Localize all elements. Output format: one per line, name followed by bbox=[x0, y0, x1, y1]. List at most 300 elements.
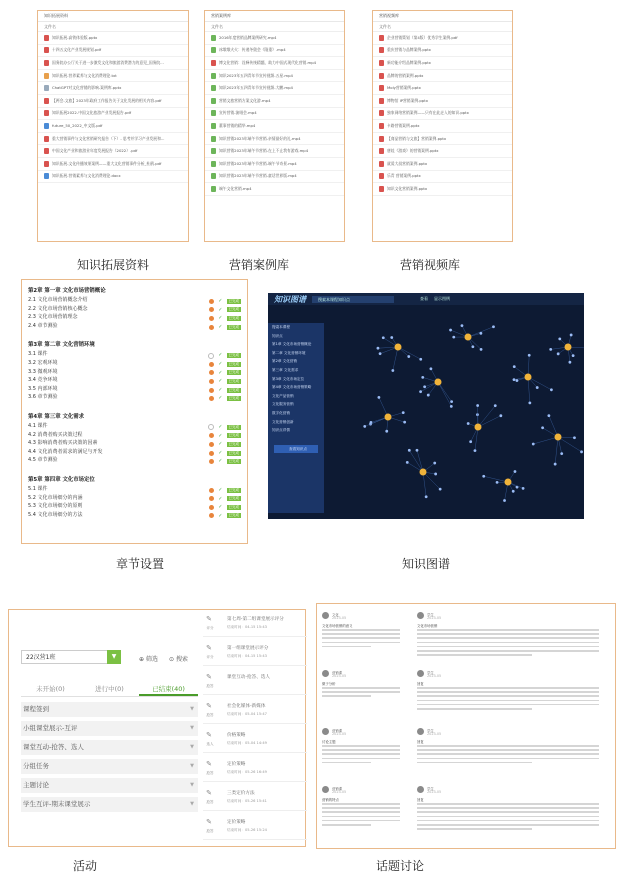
chevron-down-icon[interactable]: ▼ bbox=[107, 650, 121, 664]
graph-node[interactable] bbox=[370, 421, 373, 424]
graph-node[interactable] bbox=[427, 394, 430, 397]
file-row[interactable] bbox=[38, 82, 188, 95]
graph-node[interactable] bbox=[402, 411, 405, 414]
avatar bbox=[417, 786, 424, 793]
file-row[interactable] bbox=[373, 57, 512, 70]
chevron-down-icon[interactable]: ▼ bbox=[190, 744, 194, 750]
chevron-down-icon[interactable]: ▼ bbox=[190, 782, 194, 788]
pdf-file-icon bbox=[379, 123, 384, 129]
graph-edge bbox=[533, 437, 558, 444]
file-row[interactable] bbox=[38, 32, 188, 45]
graph-node[interactable] bbox=[474, 449, 477, 452]
graph-node[interactable] bbox=[433, 462, 436, 465]
graph-edge bbox=[478, 406, 495, 427]
mp4-file-icon bbox=[211, 161, 216, 167]
post-author: 学生 bbox=[427, 671, 434, 675]
file-name[interactable]: 重庆营销与品牌案例.pptx bbox=[387, 47, 431, 53]
map-sidebar-item[interactable]: 文化服务营销 bbox=[272, 402, 294, 407]
status-dot-icon bbox=[209, 362, 214, 367]
map-view-button[interactable]: 查看 bbox=[420, 296, 428, 301]
chapter-item-status bbox=[209, 323, 241, 332]
file-row[interactable] bbox=[373, 158, 512, 171]
graph-node[interactable] bbox=[514, 470, 517, 473]
file-name[interactable]: 2016年度营销品牌案例研究.mp4 bbox=[219, 34, 277, 40]
knowledge-graph[interactable] bbox=[328, 307, 584, 519]
graph-hub-node[interactable] bbox=[435, 379, 442, 386]
graph-node[interactable] bbox=[554, 463, 557, 466]
graph-node[interactable] bbox=[496, 481, 499, 484]
file-name[interactable]: 企业营销策划（第4版）优秀学生案例.pdf bbox=[387, 34, 458, 40]
graph-node[interactable] bbox=[419, 358, 422, 361]
graph-node[interactable] bbox=[419, 390, 422, 393]
graph-node[interactable] bbox=[425, 495, 428, 498]
mp4-file-icon bbox=[211, 136, 216, 142]
chapter-item[interactable] bbox=[28, 313, 241, 322]
file-name[interactable]: 端午文化营销.mp4 bbox=[219, 185, 252, 191]
post-body bbox=[417, 803, 609, 832]
chapter-item[interactable] bbox=[28, 494, 241, 503]
graph-node[interactable] bbox=[532, 443, 535, 446]
graph-node[interactable] bbox=[377, 396, 380, 399]
graph-node[interactable] bbox=[492, 325, 495, 328]
graph-hub-node[interactable] bbox=[395, 344, 402, 351]
chapter-item[interactable] bbox=[28, 456, 241, 465]
completed-badge: 已完成 bbox=[228, 433, 239, 438]
map-sidebar-item[interactable]: 第3章 文化市场定位 bbox=[272, 376, 305, 381]
graph-node[interactable] bbox=[494, 404, 497, 407]
class-select[interactable] bbox=[21, 650, 121, 664]
file-name[interactable]: 卡路营销案例.pptx bbox=[387, 122, 420, 128]
post-time: 2023-05 bbox=[427, 674, 442, 678]
graph-node[interactable] bbox=[570, 334, 573, 337]
graph-hub-node[interactable] bbox=[465, 334, 472, 341]
chapter-item[interactable] bbox=[28, 511, 241, 520]
graph-node[interactable] bbox=[513, 365, 516, 368]
activity-time: 结束时间：05-04 15:47 bbox=[227, 712, 267, 716]
graph-node[interactable] bbox=[450, 400, 453, 403]
panel-title: 营销案例库 bbox=[205, 11, 344, 22]
chapter-item-status bbox=[209, 512, 241, 521]
chapter-item[interactable] bbox=[28, 322, 241, 331]
graph-node[interactable] bbox=[573, 436, 576, 439]
map-logo: 知识图谱 bbox=[274, 294, 306, 304]
file-name[interactable]: 宣传营销-演唱会.mp4 bbox=[219, 110, 257, 116]
graph-edge bbox=[423, 472, 440, 489]
file-row[interactable] bbox=[373, 108, 512, 121]
file-row[interactable] bbox=[205, 82, 344, 95]
activity-category[interactable] bbox=[21, 778, 198, 793]
graph-node[interactable] bbox=[480, 348, 483, 351]
file-row[interactable] bbox=[373, 70, 512, 83]
file-name[interactable]: 【两会-文旅】2023年政府工作报告关于文化发展的相关内容.pdf bbox=[52, 97, 162, 103]
file-row[interactable] bbox=[38, 95, 188, 108]
graph-node[interactable] bbox=[550, 388, 553, 391]
graph-node[interactable] bbox=[363, 425, 366, 428]
graph-node[interactable] bbox=[528, 401, 531, 404]
graph-node[interactable] bbox=[572, 354, 575, 357]
map-search-input[interactable]: 搜索本课程知识点 bbox=[312, 296, 394, 303]
chevron-down-icon[interactable]: ▼ bbox=[190, 763, 194, 769]
search-label: 搜索 bbox=[175, 656, 188, 663]
file-name[interactable]: 知识营销2023年端午节营销-在上不止我有游戏.mp4 bbox=[219, 148, 309, 154]
graph-node[interactable] bbox=[416, 449, 419, 452]
check-icon: ✓ bbox=[218, 369, 223, 376]
graph-node[interactable] bbox=[499, 414, 502, 417]
graph-node[interactable] bbox=[461, 324, 464, 327]
file-row[interactable] bbox=[373, 120, 512, 133]
graph-node[interactable] bbox=[408, 449, 411, 452]
activity-category[interactable] bbox=[21, 721, 198, 736]
file-row[interactable] bbox=[38, 171, 188, 184]
ppt-file-icon bbox=[44, 73, 49, 79]
file-name[interactable]: 十四五文化产业发展规划.pdf bbox=[52, 47, 102, 53]
file-name[interactable]: 知识2023年五四青年节宣传视频-大鹏.mp4 bbox=[219, 85, 293, 91]
file-name[interactable]: 新功能介绍品牌案例.pptx bbox=[387, 59, 431, 65]
post-author: 营销课 bbox=[332, 671, 343, 675]
graph-node[interactable] bbox=[541, 426, 544, 429]
activity-row[interactable] bbox=[203, 612, 307, 637]
activity-category-label: 小组课堂展示-互评 bbox=[23, 724, 78, 732]
graph-node[interactable] bbox=[407, 355, 410, 358]
chapter-item[interactable] bbox=[28, 376, 241, 385]
activity-category[interactable] bbox=[21, 702, 198, 717]
activity-tab[interactable]: 未开始(0) bbox=[36, 685, 65, 693]
post-title: 微子分析 bbox=[322, 682, 336, 686]
graph-node[interactable] bbox=[377, 347, 380, 350]
chapter-item[interactable] bbox=[28, 385, 241, 394]
graph-node[interactable] bbox=[522, 487, 525, 490]
activity-row[interactable] bbox=[203, 728, 307, 753]
file-name[interactable]: 知识营销2023年端午节营销-童话世界版.mp4 bbox=[219, 173, 297, 179]
file-name[interactable]: Moly营销案例.pptx bbox=[387, 85, 421, 91]
map-sidebar-item[interactable]: 第1章 文化市场营销概论 bbox=[272, 342, 312, 347]
graph-node[interactable] bbox=[536, 386, 539, 389]
activity-category[interactable] bbox=[21, 797, 198, 812]
activity-row[interactable] bbox=[203, 641, 307, 666]
file-row[interactable] bbox=[205, 32, 344, 45]
file-name[interactable]: 知识拓展-营销素养与文化消费理论.docx bbox=[52, 173, 121, 179]
pdf-file-icon bbox=[44, 47, 49, 53]
graph-node[interactable] bbox=[476, 404, 479, 407]
file-name[interactable]: 国务院办公厅关于进一步激发文化和旅游消费潜力的意见_国务院... bbox=[52, 59, 164, 65]
check-icon: ✓ bbox=[218, 298, 223, 304]
file-row[interactable] bbox=[373, 133, 512, 146]
activity-row[interactable] bbox=[203, 815, 307, 840]
status-dot-icon bbox=[208, 353, 214, 359]
file-name[interactable]: 独家网络营销案例——只有在此走入的知识.pptx bbox=[387, 110, 469, 116]
graph-hub-node[interactable] bbox=[505, 479, 512, 486]
file-row[interactable] bbox=[373, 95, 512, 108]
file-name[interactable]: 知识2023年五四青年节宣传视频-五星.mp4 bbox=[219, 72, 293, 78]
post-time: 2023-05 bbox=[427, 732, 442, 736]
chapter-item-status bbox=[209, 457, 241, 466]
graph-node[interactable] bbox=[549, 348, 552, 351]
graph-node[interactable] bbox=[391, 369, 394, 372]
graph-node[interactable] bbox=[568, 361, 571, 364]
file-name[interactable]: 唐娃《游戏》的营销案例.pptx bbox=[387, 148, 439, 154]
file-row[interactable] bbox=[373, 32, 512, 45]
activity-row[interactable] bbox=[203, 757, 307, 782]
graph-node[interactable] bbox=[513, 378, 516, 381]
graph-node[interactable] bbox=[580, 450, 583, 453]
file-row[interactable] bbox=[38, 45, 188, 58]
activity-title: 社会化媒体-新媒体 bbox=[227, 704, 266, 709]
graph-node[interactable] bbox=[560, 452, 563, 455]
post-time: 2023-05 bbox=[332, 732, 347, 736]
activity-type-icon: ✎ bbox=[206, 615, 212, 623]
video-library-panel bbox=[372, 10, 513, 242]
graph-hub-node[interactable] bbox=[475, 424, 482, 431]
map-sidebar-item[interactable]: 数字化营销 bbox=[272, 410, 290, 415]
graph-node[interactable] bbox=[450, 405, 453, 408]
avatar bbox=[417, 728, 424, 735]
check-icon: ✓ bbox=[218, 386, 223, 393]
graph-node[interactable] bbox=[406, 461, 409, 464]
graph-node[interactable] bbox=[482, 475, 485, 478]
file-name[interactable]: 知识拓展-高铁体验版.pptx bbox=[52, 34, 98, 40]
file-row[interactable] bbox=[205, 158, 344, 171]
graph-node[interactable] bbox=[503, 499, 506, 502]
pdf-file-icon bbox=[379, 148, 384, 154]
graph-node[interactable] bbox=[439, 488, 442, 491]
file-row[interactable] bbox=[373, 145, 512, 158]
post-author: 营销课 bbox=[332, 729, 343, 733]
graph-node[interactable] bbox=[467, 422, 470, 425]
file-row[interactable] bbox=[205, 145, 344, 158]
activity-time: 结束时间：05-26 15:41 bbox=[227, 799, 267, 803]
graph-node[interactable] bbox=[476, 413, 479, 416]
activity-title: 定价策略 bbox=[227, 762, 246, 767]
pdf-file-icon bbox=[211, 60, 216, 66]
chapter-title[interactable]: 第5章 第四章 文化市场定位 bbox=[28, 476, 95, 483]
chapter-item[interactable] bbox=[28, 422, 241, 431]
search-button[interactable]: ⊙ 搜索 bbox=[169, 656, 188, 663]
file-row[interactable] bbox=[38, 57, 188, 70]
graph-node[interactable] bbox=[423, 385, 426, 388]
file-name[interactable]: 董事营销的精华.mp4 bbox=[219, 122, 256, 128]
chapter-item-label: 5.1 课件 bbox=[28, 485, 48, 492]
graph-node[interactable] bbox=[379, 352, 382, 355]
status-dot-icon bbox=[209, 459, 214, 464]
file-row[interactable] bbox=[205, 133, 344, 146]
chapter-item[interactable] bbox=[28, 305, 241, 314]
activity-title: 第一组课堂展示评分 bbox=[227, 646, 269, 651]
file-name[interactable]: 乐青 营销案例.pptx bbox=[387, 173, 421, 179]
activity-type-icon: ✎ bbox=[206, 760, 212, 768]
file-name[interactable]: future_50_2022_中文版.pdf bbox=[52, 122, 103, 128]
map-sidebar-item[interactable]: 文化营销创新 bbox=[272, 419, 294, 424]
chapter-item-label: 3.3 微观环境 bbox=[28, 368, 58, 375]
graph-hub-node[interactable] bbox=[385, 414, 392, 421]
chapter-title[interactable]: 第3章 第二章 文化营销环境 bbox=[28, 342, 95, 349]
file-row[interactable] bbox=[38, 70, 188, 83]
mp4-file-icon bbox=[211, 85, 216, 91]
graph-node[interactable] bbox=[557, 352, 560, 355]
graph-node[interactable] bbox=[469, 440, 472, 443]
chevron-down-icon[interactable]: ▼ bbox=[190, 801, 194, 807]
graph-node[interactable] bbox=[449, 329, 452, 332]
file-row[interactable] bbox=[38, 108, 188, 121]
check-icon: ✓ bbox=[218, 441, 223, 448]
file-name[interactable]: 知识营销2023年端午节营销-端午节奇景.mp4 bbox=[219, 160, 297, 166]
activity-category[interactable] bbox=[21, 740, 198, 755]
file-row[interactable] bbox=[205, 183, 344, 196]
file-name[interactable]: 重大营销事件与文化营销研究报告（下）- 思考并学习产业发展和... bbox=[52, 135, 165, 141]
file-name[interactable]: 中国文化产业和旅游业年度发展报告（2022）.pdf bbox=[52, 148, 138, 154]
column-header: 文件名 bbox=[205, 22, 344, 32]
map-sidebar-item[interactable]: 第二章 文化营销环境 bbox=[272, 350, 306, 355]
caption-knowledge: 知识拓展资料 bbox=[76, 258, 149, 272]
map-sidebar bbox=[268, 323, 324, 513]
file-name[interactable]: 博文化营销：诠释传统精髓，助力中国式现代化营销.mp4 bbox=[219, 59, 317, 65]
file-name[interactable]: 知识拓展2022-中国文化旅游产业发展报告.pdf bbox=[52, 110, 132, 116]
map-sidebar-item[interactable]: 第三章 文化需求 bbox=[272, 367, 299, 372]
graph-node[interactable] bbox=[385, 430, 388, 433]
chapter-item-label: 3.6 章节测验 bbox=[28, 394, 58, 401]
completed-badge: 已完成 bbox=[228, 378, 239, 383]
activity-category-label: 学生互评-期末课堂展示 bbox=[23, 800, 91, 808]
file-row[interactable] bbox=[205, 70, 344, 83]
file-name[interactable]: 营销文旅营销方案文化游.mp4 bbox=[219, 97, 271, 103]
file-name[interactable]: 【商品营销与文旅】营销案例.pptx bbox=[387, 135, 447, 141]
file-row[interactable] bbox=[205, 57, 344, 70]
chapter-item[interactable] bbox=[28, 485, 241, 494]
file-row[interactable] bbox=[205, 95, 344, 108]
activity-title: 定价策略 bbox=[227, 820, 246, 825]
graph-node[interactable] bbox=[434, 473, 437, 476]
mp4-file-icon bbox=[211, 148, 216, 154]
activity-tab[interactable]: 已结束(40) bbox=[139, 682, 198, 696]
caption-case: 营销案例库 bbox=[228, 258, 289, 272]
file-row[interactable] bbox=[38, 133, 188, 146]
map-sidebar-item[interactable]: 知识点详情 bbox=[272, 428, 290, 433]
graph-node[interactable] bbox=[421, 376, 424, 379]
graph-node[interactable] bbox=[382, 336, 385, 339]
activity-row[interactable] bbox=[203, 786, 307, 811]
file-name[interactable]: 知识营销2023年端午节营销-亲情最好的礼.mp4 bbox=[219, 135, 301, 141]
file-name[interactable]: 品牌的营销案例.pptx bbox=[387, 72, 424, 78]
graph-node[interactable] bbox=[479, 332, 482, 335]
file-name[interactable]: 冰墩墩火火：传递冬奥会《隆重》.mp4 bbox=[219, 47, 286, 53]
pdf-file-icon bbox=[379, 73, 384, 79]
graph-node[interactable] bbox=[516, 379, 519, 382]
activity-row[interactable] bbox=[203, 670, 307, 695]
chapter-item[interactable] bbox=[28, 393, 241, 402]
file-name[interactable]: 知识文化营销案例.pptx bbox=[387, 185, 428, 191]
chapter-item[interactable] bbox=[28, 296, 241, 305]
chapter-item[interactable] bbox=[28, 368, 241, 377]
graph-hub-node[interactable] bbox=[525, 374, 532, 381]
avatar bbox=[417, 612, 424, 619]
graph-hub-node[interactable] bbox=[565, 344, 572, 351]
file-name[interactable]: 知识拓展-营养素养与文化消费理论.txt bbox=[52, 72, 117, 78]
file-row[interactable] bbox=[373, 183, 512, 196]
graph-node[interactable] bbox=[547, 414, 550, 417]
graph-node[interactable] bbox=[512, 490, 515, 493]
graph-node[interactable] bbox=[558, 337, 561, 340]
file-row[interactable] bbox=[373, 82, 512, 95]
file-row[interactable] bbox=[205, 171, 344, 184]
graph-node[interactable] bbox=[471, 345, 474, 348]
activity-tab[interactable]: 进行中(0) bbox=[95, 685, 124, 693]
status-dot-icon bbox=[208, 424, 214, 430]
post-body bbox=[417, 687, 609, 712]
chapter-item[interactable] bbox=[28, 350, 241, 359]
map-sidebar-item[interactable]: 文化产品营销 bbox=[272, 393, 294, 398]
chapter-item-label: 3.4 竞争环境 bbox=[28, 377, 58, 384]
chapter-title[interactable]: 第2章 第一章 文化市场营销概论 bbox=[28, 288, 106, 294]
activity-time: 结束时间：05-26 15:24 bbox=[227, 828, 267, 832]
mp4-file-icon bbox=[211, 110, 216, 116]
chapter-item[interactable] bbox=[28, 448, 241, 457]
file-row[interactable] bbox=[205, 108, 344, 121]
file-row[interactable] bbox=[373, 171, 512, 184]
chevron-down-icon[interactable]: ▼ bbox=[190, 706, 194, 712]
file-row[interactable] bbox=[38, 158, 188, 171]
chapter-item[interactable] bbox=[28, 439, 241, 448]
graph-node[interactable] bbox=[452, 336, 455, 339]
file-name[interactable]: 就爱大叔营销案例.pptx bbox=[387, 160, 428, 166]
chevron-down-icon[interactable]: ▼ bbox=[190, 725, 194, 731]
graph-node[interactable] bbox=[528, 354, 531, 357]
activity-category[interactable] bbox=[21, 759, 198, 774]
map-view-knowledge-button[interactable]: 查看知识点 bbox=[274, 445, 318, 454]
class-select-value: 22汉营1班 bbox=[26, 654, 56, 661]
file-name[interactable]: 知识拓展-文化传播效果案例——重大文化营销事件分析_杜鹃.pdf bbox=[52, 160, 162, 166]
file-row[interactable] bbox=[38, 120, 188, 133]
graph-hub-node[interactable] bbox=[420, 469, 427, 476]
map-sidebar-item[interactable]: 知识点 bbox=[272, 333, 283, 338]
chapter-item[interactable] bbox=[28, 359, 241, 368]
chapter-item-label: 4.1 课件 bbox=[28, 422, 48, 429]
filter-button[interactable]: ⊕ 筛选 bbox=[139, 656, 158, 663]
graph-hub-node[interactable] bbox=[555, 434, 562, 441]
activity-row[interactable] bbox=[203, 699, 307, 724]
file-row[interactable] bbox=[38, 145, 188, 158]
map-sidebar-item[interactable]: 搜索本课程 bbox=[272, 325, 290, 329]
chapter-item-label: 2.4 章节测验 bbox=[28, 322, 58, 329]
chapter-item-label: 4.4 文化消费者需求的满足与开发 bbox=[28, 448, 103, 455]
file-row[interactable] bbox=[373, 45, 512, 58]
discussion-panel bbox=[316, 603, 616, 849]
activity-type-label: 评分 bbox=[206, 626, 214, 630]
post-author: 学生 bbox=[427, 787, 434, 791]
file-name[interactable]: 博物馆 IP营销案例.pptx bbox=[387, 97, 428, 103]
graph-node[interactable] bbox=[403, 421, 406, 424]
chapter-item-label: 4.2 消费者购买决策过程 bbox=[28, 431, 83, 438]
chapter-item-label: 2.3 文化市场营销理念 bbox=[28, 314, 78, 321]
mp4-file-icon bbox=[211, 73, 216, 79]
status-dot-icon bbox=[209, 513, 214, 518]
activity-type-icon: ✎ bbox=[206, 702, 212, 710]
chapter-item[interactable] bbox=[28, 431, 241, 440]
graph-edge bbox=[468, 327, 493, 337]
map-sidebar-item[interactable]: 第2章 文化营销 bbox=[272, 359, 297, 364]
chapter-title[interactable]: 第4章 第三章 文化需求 bbox=[28, 413, 85, 420]
file-row[interactable] bbox=[205, 120, 344, 133]
post-time: 2023-05 bbox=[332, 790, 347, 794]
file-row[interactable] bbox=[205, 45, 344, 58]
chapter-item[interactable] bbox=[28, 502, 241, 511]
graph-node[interactable] bbox=[390, 336, 393, 339]
map-sidebar-item[interactable]: 第4章 文化市场营销策略 bbox=[272, 385, 312, 390]
pdf-file-icon bbox=[44, 148, 49, 154]
pdf-file-icon bbox=[379, 98, 384, 104]
check-icon: ✓ bbox=[218, 504, 223, 511]
file-name[interactable]: ChatGPT对文化营销的影响-案例库.pptx bbox=[52, 85, 122, 91]
map-legend-button[interactable]: 显示图例 bbox=[434, 296, 450, 301]
graph-node[interactable] bbox=[430, 367, 433, 370]
